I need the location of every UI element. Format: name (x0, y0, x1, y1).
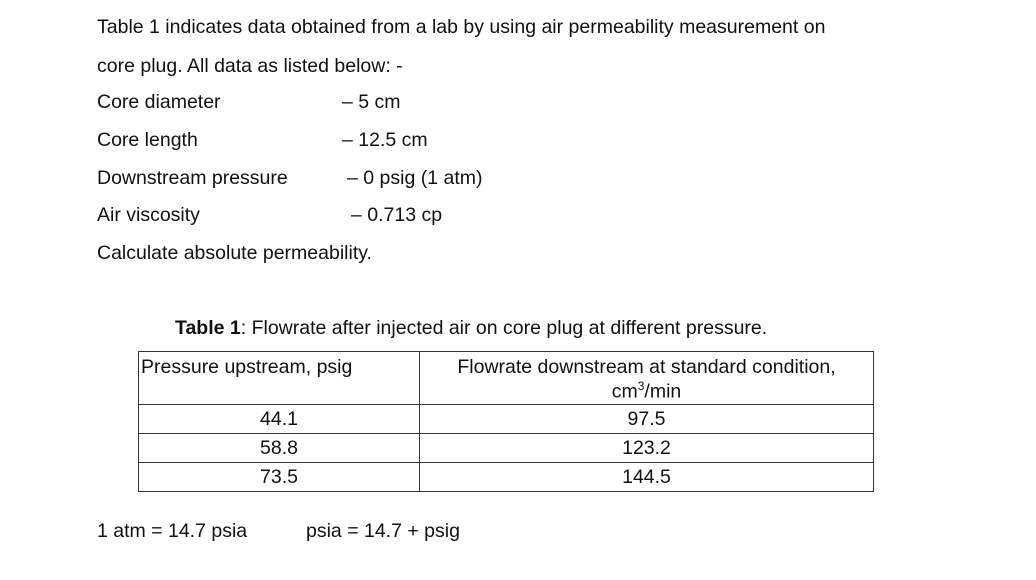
question-text: Calculate absolute permeability. (97, 242, 372, 264)
intro-line-2: core plug. All data as listed below: - (97, 55, 403, 77)
unit-superscript: 3 (637, 379, 645, 394)
param-label: Core diameter (97, 91, 221, 113)
footer-note-psia: psia = 14.7 + psig (306, 520, 460, 542)
data-table (138, 351, 874, 492)
param-value: – 0.713 cp (351, 204, 443, 226)
col-header-flowrate-line1: Flowrate downstream at standard condition, (457, 356, 836, 378)
param-label: Downstream pressure (97, 167, 288, 189)
cell-pressure: 58.8 (139, 434, 420, 463)
intro-line-1: Table 1 indicates data obtained from a lab by using air permeability measurement on (97, 16, 826, 38)
cell-flowrate: 97.5 (420, 405, 874, 434)
col-header-flowrate (420, 352, 874, 405)
param-value: – 5 cm (342, 91, 401, 113)
table-row (139, 434, 874, 463)
table-row (139, 463, 874, 492)
col-header-pressure: Pressure upstream, psig (139, 352, 420, 405)
cell-pressure: 44.1 (139, 405, 420, 434)
param-label: Air viscosity (97, 204, 200, 226)
unit-tail: /min (644, 380, 682, 403)
param-label: Core length (97, 129, 198, 151)
cell-pressure: 73.5 (139, 463, 420, 492)
param-value: – 12.5 cm (342, 129, 428, 151)
table-row (139, 405, 874, 434)
table-header-row (139, 352, 874, 405)
col-header-flowrate-unit (420, 379, 873, 404)
unit-base: cm (611, 380, 638, 403)
table-caption-label: Table 1 (175, 317, 241, 339)
param-value: – 0 psig (1 atm) (347, 167, 483, 189)
table-caption (175, 319, 767, 339)
footer-note-atm: 1 atm = 14.7 psia (97, 520, 248, 542)
table-caption-text: : Flowrate after injected air on core plug at different pressure. (240, 317, 768, 339)
cell-flowrate: 123.2 (420, 434, 874, 463)
cell-flowrate: 144.5 (420, 463, 874, 492)
